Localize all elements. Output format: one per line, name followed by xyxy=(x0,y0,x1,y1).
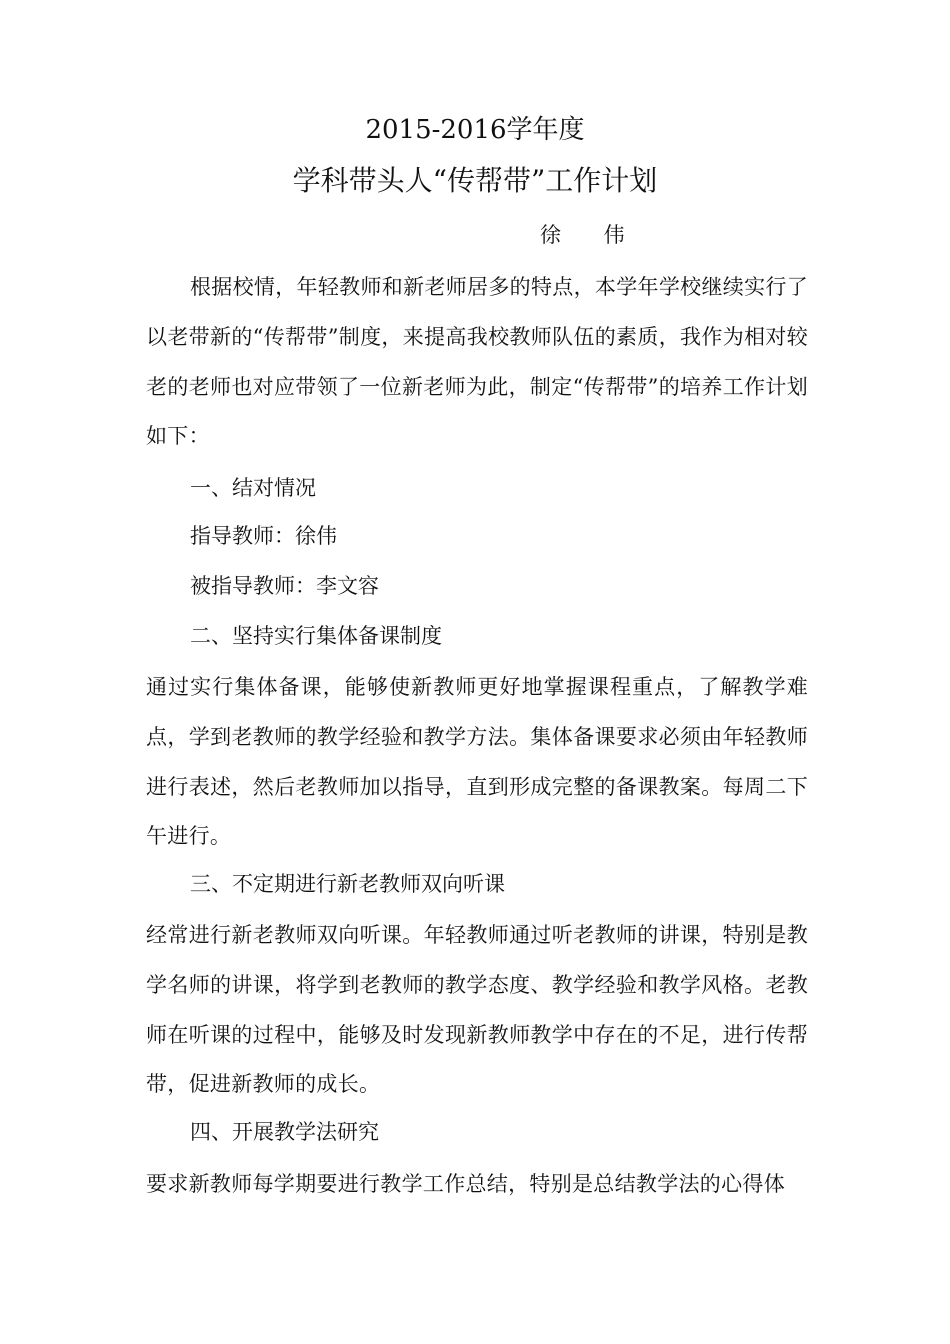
intro-paragraph: 根据校情，年轻教师和新老师居多的特点，本学年学校继续实行了以老带新的“传帮带”制度，来提高我校教师队伍的素质，我作为相对较老的老师也对应带领了一位新老师为此，制定“传帮带”的培养工作计划如下： xyxy=(146,275,808,449)
mentee-line: 被指导教师：李文容 xyxy=(190,574,379,598)
section2-paragraph: 通过实行集体备课，能够使新教师更好地掌握课程重点，了解教学难点，学到老教师的教学经验和教学方法。集体备课要求必须由年轻教师进行表述，然后老教师加以指导，直到形成完整的备课教案。每周二下午进行。 xyxy=(146,675,808,849)
section4-paragraph: 要求新教师每学期要进行教学工作总结，特别是总结教学法的心得体 xyxy=(146,1172,785,1196)
mentor-line: 指导教师：徐伟 xyxy=(190,524,337,548)
section3-paragraph: 经常进行新老教师双向听课。年轻教师通过听老教师的讲课，特别是教学名师的讲课，将学到老教师的教学态度、教学经验和教学风格。老教师在听课的过程中，能够及时发现新教师教学中存在的不足，进行传帮带，促进新教师的成长。 xyxy=(146,923,808,1097)
document-title-year: 2015-2016学年度 xyxy=(365,115,585,145)
section4-heading: 四、开展教学法研究 xyxy=(190,1120,379,1144)
section1-heading: 一、结对情况 xyxy=(190,476,316,500)
author-name: 徐 伟 xyxy=(540,223,643,247)
section3-heading: 三、不定期进行新老教师双向听课 xyxy=(190,872,505,896)
section2-heading: 二、坚持实行集体备课制度 xyxy=(190,624,442,648)
document-title: 学科带头人“传帮带”工作计划 xyxy=(292,164,658,197)
